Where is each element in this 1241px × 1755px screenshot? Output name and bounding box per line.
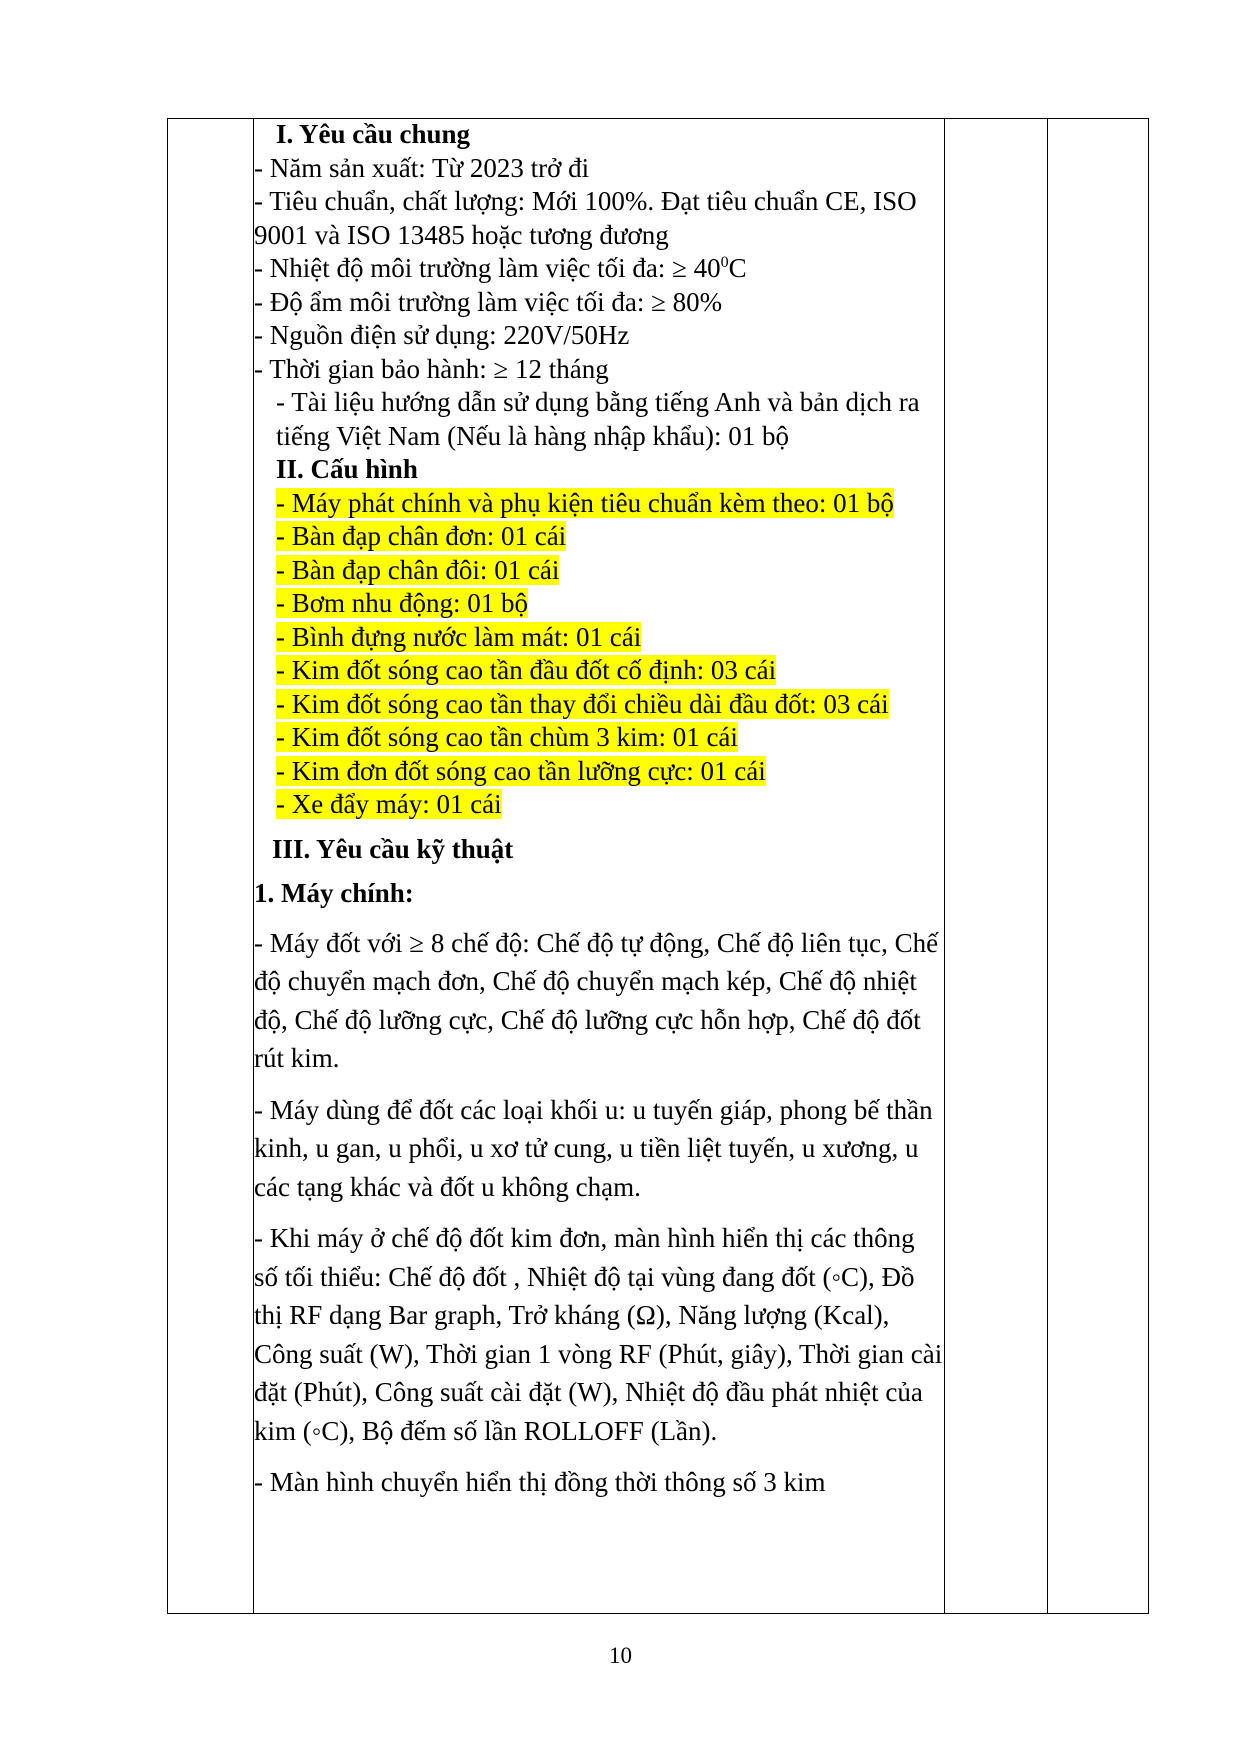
config-item: - Kim đơn đốt sóng cao tần lưỡng cực: 01 cái	[276, 755, 766, 786]
paragraph: - Khi máy ở chế độ đốt kim đơn, màn hình hiển thị các thông số tối thiểu: Chế độ đốt , Nhiệt độ tại vùng đang đốt (◦C), Đồ thị RF dạng Bar graph, Trở kháng (Ω), Năng lượng (Kcal), Công suất (W), Thời gian 1 vòng RF (Phút, giây), Thời gian cài đặt (Phút), Công suất cài đặt (W), Nhiệt độ đầu phát nhiệt của kim (◦C), Bộ đếm số lần ROLLOFF (Lần).	[254, 1223, 943, 1446]
spec-cell-content	[254, 118, 944, 1502]
config-item: - Kim đốt sóng cao tần đầu đốt cố định: 03 cái	[276, 655, 777, 685]
config-item: - Bơm nhu động: 01 bộ	[276, 588, 529, 618]
table-column-divider	[1047, 119, 1048, 1613]
config-item: - Bình đựng nước làm mát: 01 cái	[276, 621, 642, 652]
config-item: - Xe đẩy máy: 01 cái	[276, 789, 502, 819]
list-item: - Tài liệu hướng dẫn sử dụng bằng tiếng Anh và bản dịch ra tiếng Việt Nam (Nếu là hàng nhập khẩu): 01 bộ	[276, 387, 920, 451]
config-item: - Máy phát chính và phụ kiện tiêu chuẩn kèm theo: 01 bộ	[276, 487, 894, 518]
page-number: 10	[609, 1643, 632, 1668]
table-column-divider	[944, 119, 945, 1613]
paragraph: - Máy đốt với ≥ 8 chế độ: Chế độ tự động, Chế độ liên tục, Chế độ chuyển mạch đơn, Chế độ chuyển mạch kép, Chế độ nhiệt độ, Chế độ lưỡng cực, Chế độ lưỡng cực hỗn hợp, Chế độ đốt rút kim.	[254, 927, 939, 1073]
temperature-unit: C	[728, 253, 747, 283]
degree-superscript: 0	[720, 254, 729, 271]
list-item: - Nguồn điện sử dụng: 220V/50Hz	[254, 320, 630, 350]
list-item-text: - Nhiệt độ môi trường làm việc tối đa: ≥ 40	[254, 253, 721, 283]
config-item: - Kim đốt sóng cao tần thay đổi chiều dài đầu đốt: 03 cái	[276, 688, 889, 719]
list-item-temperature	[254, 252, 944, 286]
section-heading-technical: III. Yêu cầu kỹ thuật	[272, 833, 514, 864]
subheading-main-unit: 1. Máy chính:	[254, 878, 414, 908]
list-item: - Năm sản xuất: Từ 2023 trở đi	[254, 152, 590, 183]
config-item: - Bàn đạp chân đôi: 01 cái	[276, 554, 560, 585]
config-item: - Kim đốt sóng cao tần chùm 3 kim: 01 cái	[276, 722, 738, 752]
list-item: - Thời gian bảo hành: ≥ 12 tháng	[254, 353, 609, 384]
config-item: - Bàn đạp chân đơn: 01 cái	[276, 521, 567, 551]
paragraph: - Máy dùng để đốt các loại khối u: u tuyến giáp, phong bế thần kinh, u gan, u phổi, u xơ tử cung, u tiền liệt tuyến, u xương, u các tạng khác và đốt u không chạm.	[254, 1094, 933, 1202]
paragraph: - Màn hình chuyển hiển thị đồng thời thông số 3 kim	[254, 1467, 826, 1497]
section-heading-configuration: II. Cấu hình	[276, 454, 418, 484]
list-item: - Tiêu chuẩn, chất lượng: Mới 100%. Đạt tiêu chuẩn CE, ISO 9001 và ISO 13485 hoặc tương đương	[254, 186, 917, 250]
configuration-list	[254, 487, 944, 822]
list-item: - Độ ẩm môi trường làm việc tối đa: ≥ 80%	[254, 286, 723, 317]
section-heading-general: I. Yêu cầu chung	[276, 119, 471, 149]
